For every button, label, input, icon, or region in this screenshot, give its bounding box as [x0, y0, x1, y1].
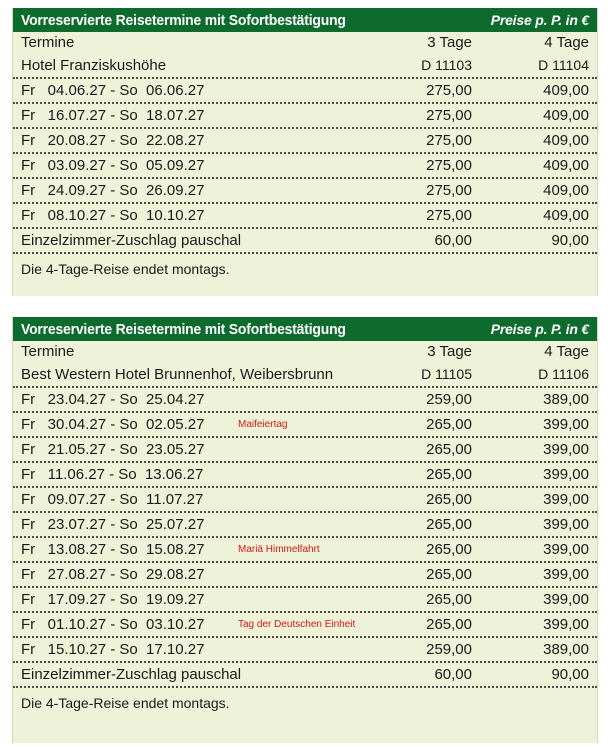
travel-dates: Fr 21.05.27 - So 23.05.27	[21, 441, 205, 458]
table-title: Vorreservierte Reisetermine mit Sofortbestätigung	[21, 11, 346, 29]
price-4-tage: 399,00	[543, 541, 589, 558]
table-row	[13, 563, 597, 588]
price-4-tage: 399,00	[543, 466, 589, 483]
column-label-4-tage: 4 Tage	[544, 343, 589, 360]
price-unit-label: Preise p. P. in €	[490, 12, 589, 28]
price-3-tage: 265,00	[426, 466, 472, 483]
product-code-4-tage: D 11104	[538, 57, 589, 73]
table-header	[13, 317, 597, 341]
table-row	[13, 388, 597, 413]
price-4-tage: 409,00	[543, 157, 589, 174]
price-3-tage: 259,00	[426, 391, 472, 408]
column-label-4-tage: 4 Tage	[544, 34, 589, 51]
table-row	[13, 538, 597, 563]
price-4-tage: 399,00	[543, 516, 589, 533]
table-row	[13, 638, 597, 663]
table-row	[13, 438, 597, 463]
price-4-tage: 399,00	[543, 491, 589, 508]
surcharge-3-tage: 60,00	[434, 666, 472, 683]
surcharge-label: Einzelzimmer-Zuschlag pauschal	[21, 232, 242, 249]
surcharge-3-tage: 60,00	[434, 232, 472, 249]
price-4-tage: 389,00	[543, 641, 589, 658]
column-header-row	[13, 32, 597, 54]
travel-dates: Fr 27.08.27 - So 29.08.27	[21, 566, 205, 583]
table-row	[13, 104, 597, 129]
travel-dates: Fr 11.06.27 - So 13.06.27	[21, 466, 204, 483]
table-row	[13, 613, 597, 638]
price-4-tage: 399,00	[543, 441, 589, 458]
footnote: Die 4-Tage-Reise endet montags.	[21, 261, 230, 277]
travel-dates: Fr 30.04.27 - So 02.05.27	[21, 416, 205, 433]
price-4-tage: 399,00	[543, 566, 589, 583]
price-3-tage: 265,00	[426, 616, 472, 633]
price-3-tage: 275,00	[426, 82, 472, 99]
price-3-tage: 275,00	[426, 107, 472, 124]
price-table-brunnenhof	[12, 317, 598, 743]
travel-dates: Fr 24.09.27 - So 26.09.27	[21, 182, 205, 199]
price-3-tage: 259,00	[426, 641, 472, 658]
table-row	[13, 129, 597, 154]
travel-dates: Fr 20.08.27 - So 22.08.27	[21, 132, 205, 149]
travel-dates: Fr 17.09.27 - So 19.09.27	[21, 591, 205, 608]
table-row	[13, 204, 597, 229]
price-4-tage: 409,00	[543, 132, 589, 149]
travel-dates: Fr 08.10.27 - So 10.10.27	[21, 207, 205, 224]
table-row	[13, 488, 597, 513]
price-4-tage: 409,00	[543, 107, 589, 124]
travel-dates: Fr 01.10.27 - So 03.10.27	[21, 616, 205, 633]
travel-dates: Fr 23.07.27 - So 25.07.27	[21, 516, 205, 533]
holiday-note: Tag der Deutschen Einheit	[238, 619, 356, 630]
travel-dates: Fr 13.08.27 - So 15.08.27	[21, 541, 205, 558]
price-3-tage: 275,00	[426, 132, 472, 149]
price-3-tage: 275,00	[426, 207, 472, 224]
column-label-termine: Termine	[21, 34, 75, 51]
surcharge-row	[13, 229, 597, 254]
travel-dates: Fr 03.09.27 - So 05.09.27	[21, 157, 205, 174]
surcharge-4-tage: 90,00	[551, 666, 589, 683]
hotel-name: Hotel Franziskushöhe	[21, 57, 167, 74]
price-3-tage: 275,00	[426, 182, 472, 199]
holiday-note: Mariä Himmelfahrt	[238, 544, 320, 555]
product-code-3-tage: D 11103	[421, 57, 472, 73]
table-title: Vorreservierte Reisetermine mit Sofortbestätigung	[21, 320, 346, 338]
table-row	[13, 588, 597, 613]
price-3-tage: 265,00	[426, 441, 472, 458]
surcharge-row	[13, 663, 597, 688]
table-row	[13, 413, 597, 438]
price-4-tage: 409,00	[543, 182, 589, 199]
column-label-termine: Termine	[21, 343, 75, 360]
table-row	[13, 513, 597, 538]
hotel-row	[13, 54, 597, 79]
product-code-4-tage: D 11106	[538, 366, 589, 382]
table-row	[13, 154, 597, 179]
travel-dates: Fr 23.04.27 - So 25.04.27	[21, 391, 205, 408]
table-row	[13, 79, 597, 104]
price-3-tage: 265,00	[426, 591, 472, 608]
table-row	[13, 179, 597, 204]
price-3-tage: 265,00	[426, 566, 472, 583]
price-3-tage: 275,00	[426, 157, 472, 174]
price-3-tage: 265,00	[426, 516, 472, 533]
price-4-tage: 389,00	[543, 391, 589, 408]
product-code-3-tage: D 11105	[421, 366, 472, 382]
price-4-tage: 409,00	[543, 207, 589, 224]
price-table-franziskushoehe	[12, 8, 598, 296]
travel-dates: Fr 04.06.27 - So 06.06.27	[21, 82, 205, 99]
price-4-tage: 399,00	[543, 591, 589, 608]
hotel-row	[13, 363, 597, 388]
surcharge-label: Einzelzimmer-Zuschlag pauschal	[21, 666, 242, 683]
price-3-tage: 265,00	[426, 491, 472, 508]
price-3-tage: 265,00	[426, 541, 472, 558]
column-label-3-tage: 3 Tage	[427, 34, 472, 51]
travel-dates: Fr 16.07.27 - So 18.07.27	[21, 107, 205, 124]
footnote: Die 4-Tage-Reise endet montags.	[21, 695, 230, 711]
price-unit-label: Preise p. P. in €	[490, 321, 589, 337]
price-4-tage: 399,00	[543, 616, 589, 633]
travel-dates: Fr 15.10.27 - So 17.10.27	[21, 641, 205, 658]
surcharge-4-tage: 90,00	[551, 232, 589, 249]
hotel-name: Best Western Hotel Brunnenhof, Weibersbrunn	[21, 366, 334, 383]
price-4-tage: 409,00	[543, 82, 589, 99]
holiday-note: Maifeiertag	[238, 419, 288, 430]
column-label-3-tage: 3 Tage	[427, 343, 472, 360]
column-header-row	[13, 341, 597, 363]
price-3-tage: 265,00	[426, 416, 472, 433]
travel-dates: Fr 09.07.27 - So 11.07.27	[21, 491, 204, 508]
table-row	[13, 463, 597, 488]
table-header	[13, 8, 597, 32]
price-4-tage: 399,00	[543, 416, 589, 433]
